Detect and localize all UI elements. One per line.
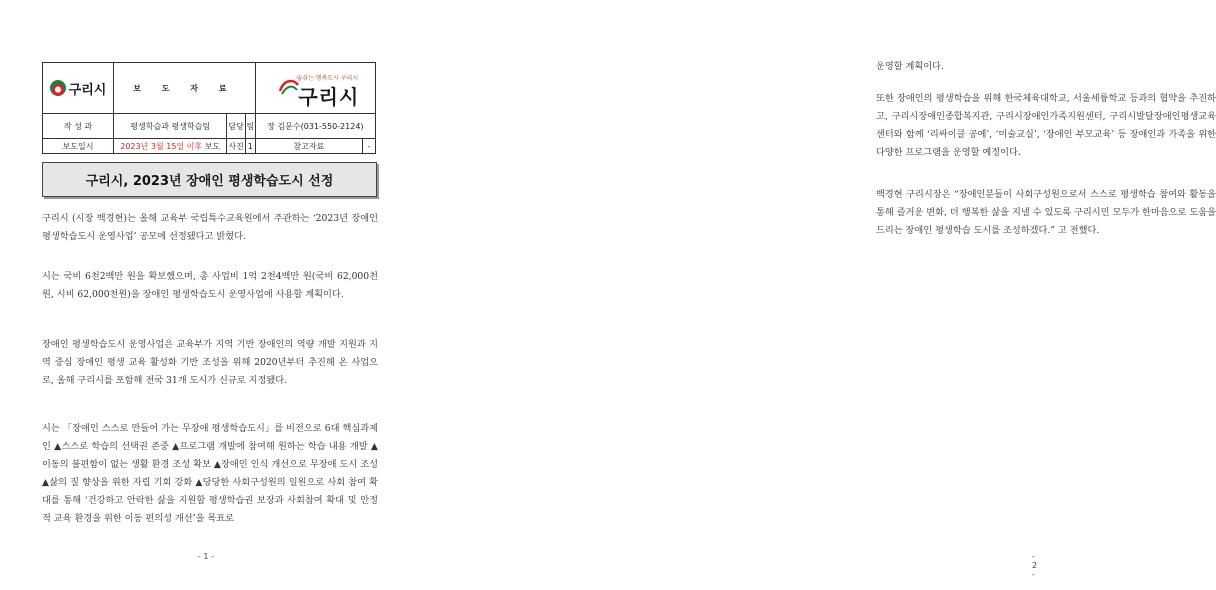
photo-value: 1 [245,139,255,154]
author-label: 작 성 과 [43,114,114,139]
p2-paragraph-3: 백경현 구리시장은 “장애인분들이 사회구성원으로서 스스로 평생학습 참여와 활동을 통해 즐거운 변화, 더 행복한 삶을 지낼 수 있도록 구리시민 모두가 한마음으로 도움을 드리는 장애인 평생학습 도시를 조성하겠다.” 고 전했다. [876,189,1216,236]
author-value: 평생학습과 평생학습팀 [114,114,227,139]
press-header-table [42,62,376,154]
manager-team: 팀 [245,114,255,139]
guri-logo [43,63,114,114]
logo-text: 구리시 [68,82,107,98]
date-label: 보도일시 [43,139,114,154]
p1-paragraph-2: 시는 국비 6천2백만 원을 확보했으며, 총 사업비 1억 2천4백만 원(국비 62,000천원, 시비 62,000천원)을 장애인 평생학습도시 운영사업에 사용할 계획이다. [42,271,378,300]
doc-title: 보 도 자 료 [114,63,256,114]
headline: 구리시, 2023년 장애인 평생학습도시 선정 [42,162,377,197]
page-2 [418,0,1216,590]
date-suffix: 보도 [204,141,221,151]
photo-label: 사진 [227,139,246,154]
manager-label: 담당 [227,114,246,139]
p1-paragraph-4: 시는 「장애인 스스로 만들어 가는 무장애 평생학습도시」를 비전으로 6대 핵심과제인 ▲스스로 학습의 선택권 존중 ▲프로그램 개발에 참여해 원하는 학습 내용 개발 ▲이동의 불편함이 없는 생활 환경 조성 확보 ▲장애인 인식 개선으로 무장애 도시 조성 ▲삶의 질 향상을 위한 자립 기회 강화 ▲당당한 사회구성원의 일원으로 사회 참여 확대를 통해 ‘건강하고 안락한 삶을 지원할 평생학습권 보장과 사회참여 확대 및 안정적 교육 환경을 위한 이동 편의성 개선’을 목표로 [42,423,378,524]
date-value: 2023년 3월 15일 이후 [120,141,203,151]
brand-logo [255,63,375,114]
p2-paragraph-2: 또한 장애인의 평생학습을 위해 한국체육대학교, 서울세륭학교 등과의 협약을 추진하고, 구리시장애인종합복지관, 구리시장애인가족지원센터, 구리시발달장애인평생교육센터와 함께 ‘리싸이클 공예’, ‘미술교실’, ‘장애인 부모교육’ 등 장애인과 가족을 위한 다양한 프로그램을 운영할 예정이다. [876,93,1216,158]
p1-paragraph-3: 장애인 평생학습도시 운영사업은 교육부가 지역 기반 장애인의 역량 개발 지원과 지역 중심 장애인 평생 교육 활성화 기반 조성을 위해 2020년부터 추진해 온 사업으로, 올해 구리시를 포함해 전국 31개 도시가 신규로 지정됐다. [42,339,378,386]
page-number-2: - 2 - [1032,552,1038,579]
brand-slogan: 숨쉬는 행복도시 구리시 [296,75,359,82]
p1-paragraph-1: 구리시 (시장 백경현)는 올해 교육부 국립특수교육원에서 주관하는 ‘2023년 장애인 평생학습도시 운영사업’ 공모에 선정됐다고 밝혔다. [42,213,378,242]
page-number-1: - 1 - [198,552,214,561]
date-cell [114,139,227,154]
p2-paragraph-1: 운영할 계획이다. [876,61,944,72]
brand-name: 구리시 [298,85,360,109]
manager-value: 장 김문수(031-550-2124) [255,114,375,139]
ref-label: 참고자료 [255,139,362,154]
page-1 [0,0,417,590]
guri-emblem-icon [50,80,66,96]
ref-value: - [362,139,375,154]
